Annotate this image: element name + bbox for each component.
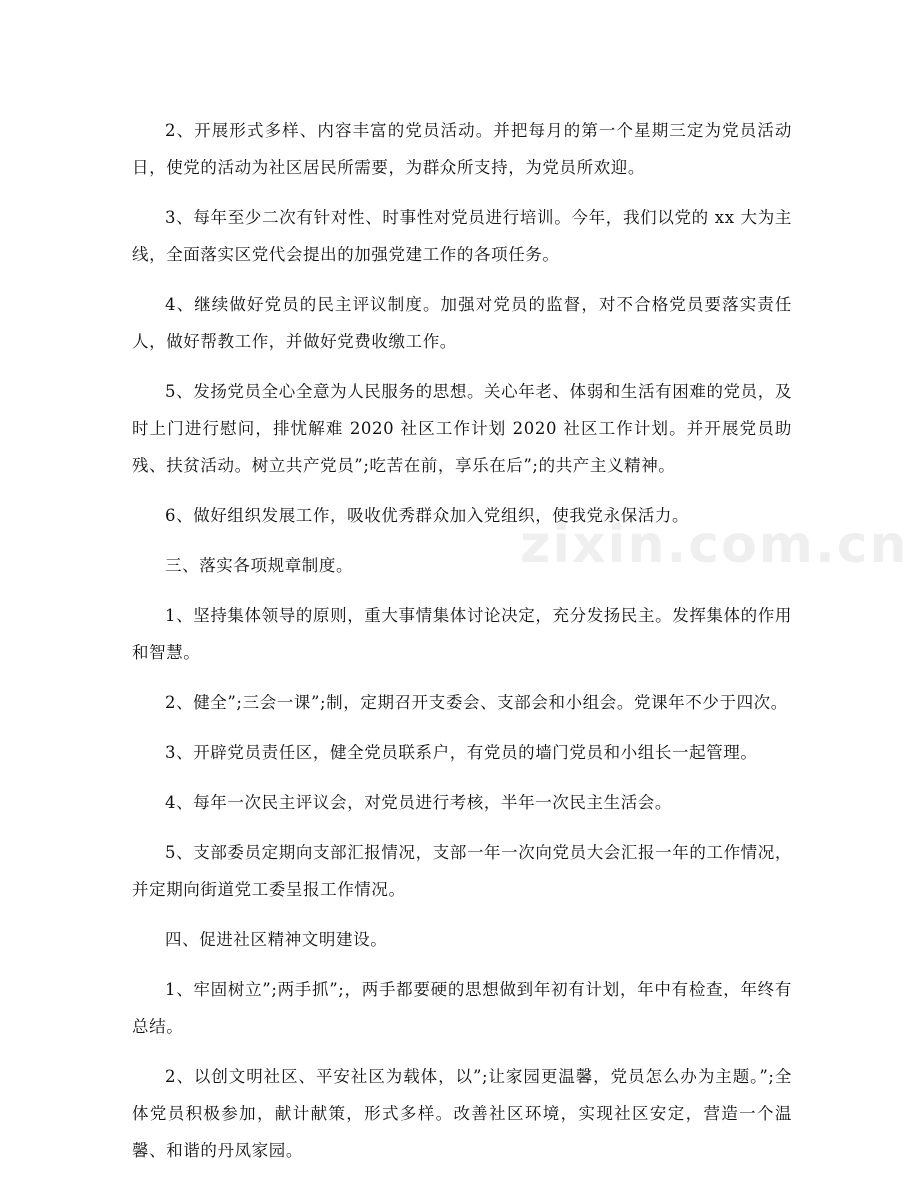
paragraph: 3、开辟党员责任区，健全党员联系户，有党员的墙门党员和小组长一起管理。 — [165, 743, 758, 762]
paragraph: 2、健全”;三会一课”;制，定期召开支委会、支部会和小组会。党课年不少于四次。 — [165, 693, 788, 712]
document-body — [132, 112, 792, 1182]
paragraph: 1、坚持集体领导的原则，重大事情集体讨论决定，充分发扬民主。发挥集体的作用和智慧。 — [132, 606, 792, 662]
paragraph: 3、每年至少二次有针对性、时事性对党员进行培训。今年，我们以党的 xx 大为主线，全面落实区党代会提出的加强党建工作的各项任务。 — [132, 208, 792, 264]
paragraph: 四、促进社区精神文明建设。 — [165, 930, 388, 949]
paragraph: 4、每年一次民主评议会，对党员进行考核，半年一次民主生活会。 — [165, 793, 672, 812]
paragraph: 2、以创文明社区、平安社区为载体，以”;让家园更温馨，党员怎么办为主题。”;全体党员积极参加，献计献策，形式多样。改善社区环境，实现社区安定，营造一个温馨、和谐的丹凤家园。 — [132, 1067, 792, 1160]
paragraph: 6、做好组织发展工作，吸收优秀群众加入党组织，使我党永保活力。 — [165, 506, 690, 525]
paragraph: 5、支部委员定期向支部汇报情况，支部一年一次向党员大会汇报一年的工作情况，并定期向街道党工委呈报工作情况。 — [132, 843, 792, 899]
paragraph: 4、继续做好党员的民主评议制度。加强对党员的监督，对不合格党员要落实责任人，做好帮教工作，并做好党费收缴工作。 — [132, 295, 792, 351]
paragraph: 三、落实各项规章制度。 — [165, 556, 354, 575]
paragraph: 2、开展形式多样、内容丰富的党员活动。并把每月的第一个星期三定为党员活动日，使党的活动为社区居民所需要，为群众所支持，为党员所欢迎。 — [132, 121, 792, 177]
paragraph: 1、牢固树立”;两手抓”;，两手都要硬的思想做到年初有计划，年中有检查，年终有总结。 — [132, 980, 792, 1036]
watermark: zixin.com.cn — [520, 515, 909, 575]
paragraph: 5、发扬党员全心全意为人民服务的思想。关心年老、体弱和生活有困难的党员，及时上门进行慰问，排忧解难 2020 社区工作计划 2020 社区工作计划。并开展党员助残、扶贫活动。树立共产党员”;吃苦在前，享乐在后”;的共产主义精神。 — [132, 382, 792, 475]
